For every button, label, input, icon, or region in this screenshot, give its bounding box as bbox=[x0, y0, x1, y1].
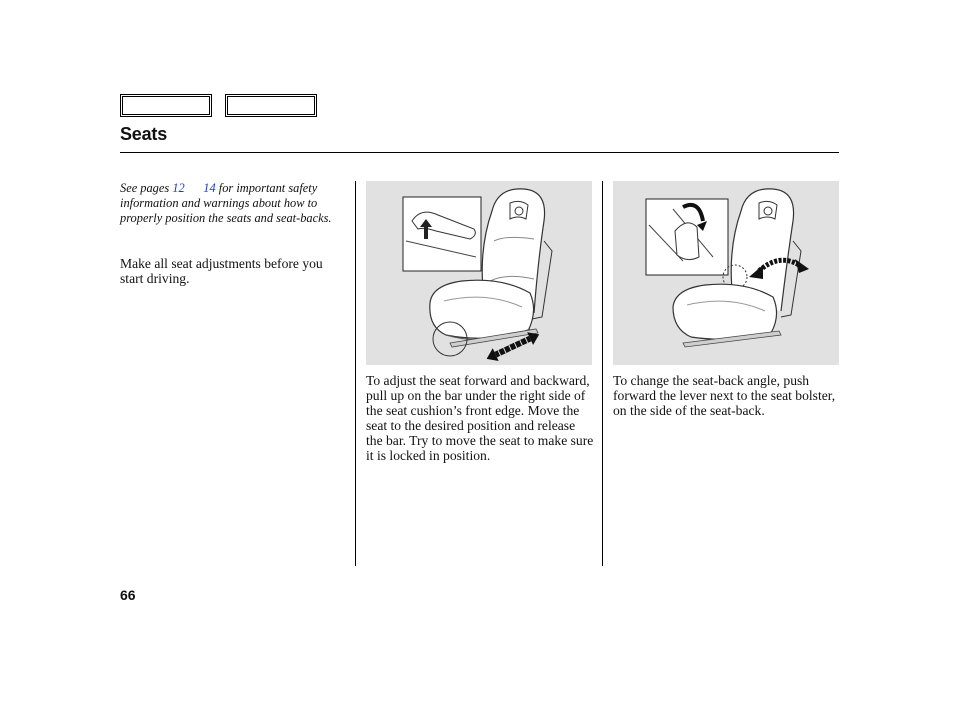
seat-recline-illustration bbox=[613, 181, 839, 365]
nav-previous-button[interactable] bbox=[120, 94, 212, 117]
seat-slide-icon bbox=[366, 181, 592, 365]
seat-slide-illustration bbox=[366, 181, 592, 365]
intro-paragraph: Make all seat adjustments before you start driving. bbox=[120, 256, 323, 286]
page-number: 66 bbox=[120, 587, 136, 603]
column-divider-2 bbox=[602, 181, 603, 566]
page-title: Seats bbox=[120, 124, 168, 144]
nav-next-button[interactable] bbox=[225, 94, 317, 117]
seat-recline-icon bbox=[613, 181, 839, 365]
column-divider-1 bbox=[355, 181, 356, 566]
safety-note-suffix: for important safety information and warnings about how to properly position the seats and seat-backs. bbox=[120, 181, 332, 225]
safety-note bbox=[120, 181, 345, 226]
seat-recline-instructions: To change the seat-back angle, push forward the lever next to the seat bolster, on the side of the seat-back. bbox=[613, 373, 836, 418]
page-link-14[interactable]: 14 bbox=[203, 181, 216, 195]
safety-note-prefix: See pages bbox=[120, 181, 173, 195]
title-divider bbox=[120, 152, 839, 153]
seat-slide-instructions: To adjust the seat forward and backward, pull up on the bar under the right side of the seat cushion’s front edge. Move the seat to the desired position and release the bar. Try to move the seat to make sure it is locked in position. bbox=[366, 373, 594, 463]
page-link-12[interactable]: 12 bbox=[172, 181, 185, 195]
